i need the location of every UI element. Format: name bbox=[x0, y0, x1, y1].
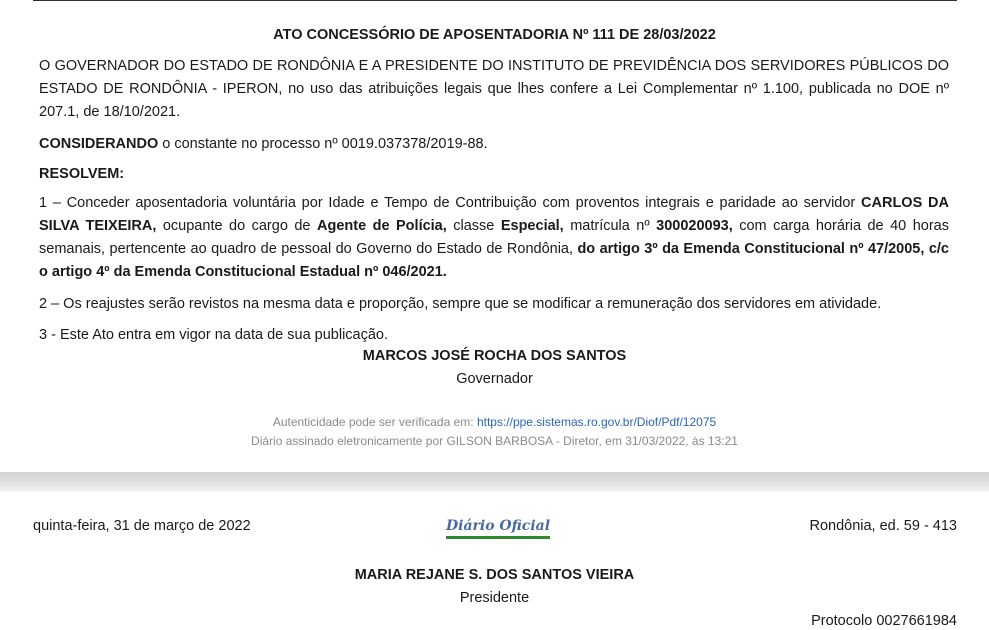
item-1-text-a: 1 – Conceder aposentadoria voluntária por Idade e Tempo de Contribuição com proventos integrais e paridade ao servidor bbox=[39, 195, 862, 211]
authenticity-link[interactable]: https://ppe.sistemas.ro.gov.br/Diof/Pdf/12075 bbox=[476, 415, 717, 429]
item-2-paragraph: 2 – Os reajustes serão revistos na mesma data e proporção, sempre que se modificar a remuneração dos servidores em atividade. bbox=[39, 296, 882, 312]
signer-2-role: Presidente bbox=[459, 590, 530, 606]
signed-line: Diário assinado eletronicamente por GILSON BARBOSA - Diretor, em 31/03/2022, às 13:21 bbox=[251, 434, 738, 448]
page-gap bbox=[0, 472, 989, 492]
signer-1-role: Governador bbox=[456, 371, 533, 387]
considerando-paragraph bbox=[39, 133, 949, 156]
resolvem-heading: RESOLVEM: bbox=[39, 166, 125, 182]
signer-1-name: MARCOS JOSÉ ROCHA DOS SANTOS bbox=[362, 348, 627, 364]
protocol-number: Protocolo 0027661984 bbox=[811, 613, 957, 629]
item-1-text-d: matrícula nº bbox=[563, 218, 657, 234]
considerando-label: CONSIDERANDO bbox=[39, 136, 159, 152]
header-edition: Rondônia, ed. 59 - 413 bbox=[809, 518, 957, 534]
document-title: ATO CONCESSÓRIO DE APOSENTADORIA Nº 111 DE 28/03/2022 bbox=[273, 27, 716, 43]
cargo: Agente de Polícia, bbox=[316, 218, 447, 234]
item-3-paragraph: 3 - Este Ato entra em vigor na data de sua publicação. bbox=[39, 327, 389, 343]
authenticity-line bbox=[0, 415, 989, 429]
matricula: 300020093, bbox=[656, 218, 733, 234]
top-divider bbox=[33, 0, 957, 1]
header-date: quinta-feira, 31 de março de 2022 bbox=[33, 518, 251, 534]
item-1-text-c: classe bbox=[446, 218, 501, 234]
publication-logo: Diário Oficial bbox=[446, 518, 550, 539]
servidor-name: CARLOS DA SILVA TEIXEIRA, bbox=[39, 195, 949, 234]
item-1-text-e: com carga horária de 40 horas semanais, pertencente ao quadro de pessoal do Governo do Estado de Rondônia, bbox=[39, 218, 949, 257]
considerando-text: o constante no processo nº 0019.037378/2019-88. bbox=[158, 136, 488, 152]
intro-paragraph: O GOVERNADOR DO ESTADO DE RONDÔNIA E A PRESIDENTE DO INSTITUTO DE PREVIDÊNCIA DOS SERVIDORES PÚBLICOS DO ESTADO DE RONDÔNIA - IPERON, no uso das atribuições legais que lhes confere a Lei Complementar nº 1.100, publicada no DOE nº 207.1, de 18/10/2021. bbox=[39, 58, 949, 120]
document-page-2 bbox=[0, 492, 989, 630]
item-1-text-b: ocupante do cargo de bbox=[156, 218, 317, 234]
authenticity-prefix: Autenticidade pode ser verificada em: bbox=[272, 415, 477, 429]
fundamento-legal: do artigo 3º da Emenda Constitucional nº 47/2005, c/c o artigo 4º da Emenda Constitucional Estadual nº 046/2021. bbox=[39, 241, 949, 280]
classe: Especial, bbox=[500, 218, 564, 234]
item-1-paragraph bbox=[39, 192, 949, 284]
signer-2-name: MARIA REJANE S. DOS SANTOS VIEIRA bbox=[354, 567, 635, 583]
